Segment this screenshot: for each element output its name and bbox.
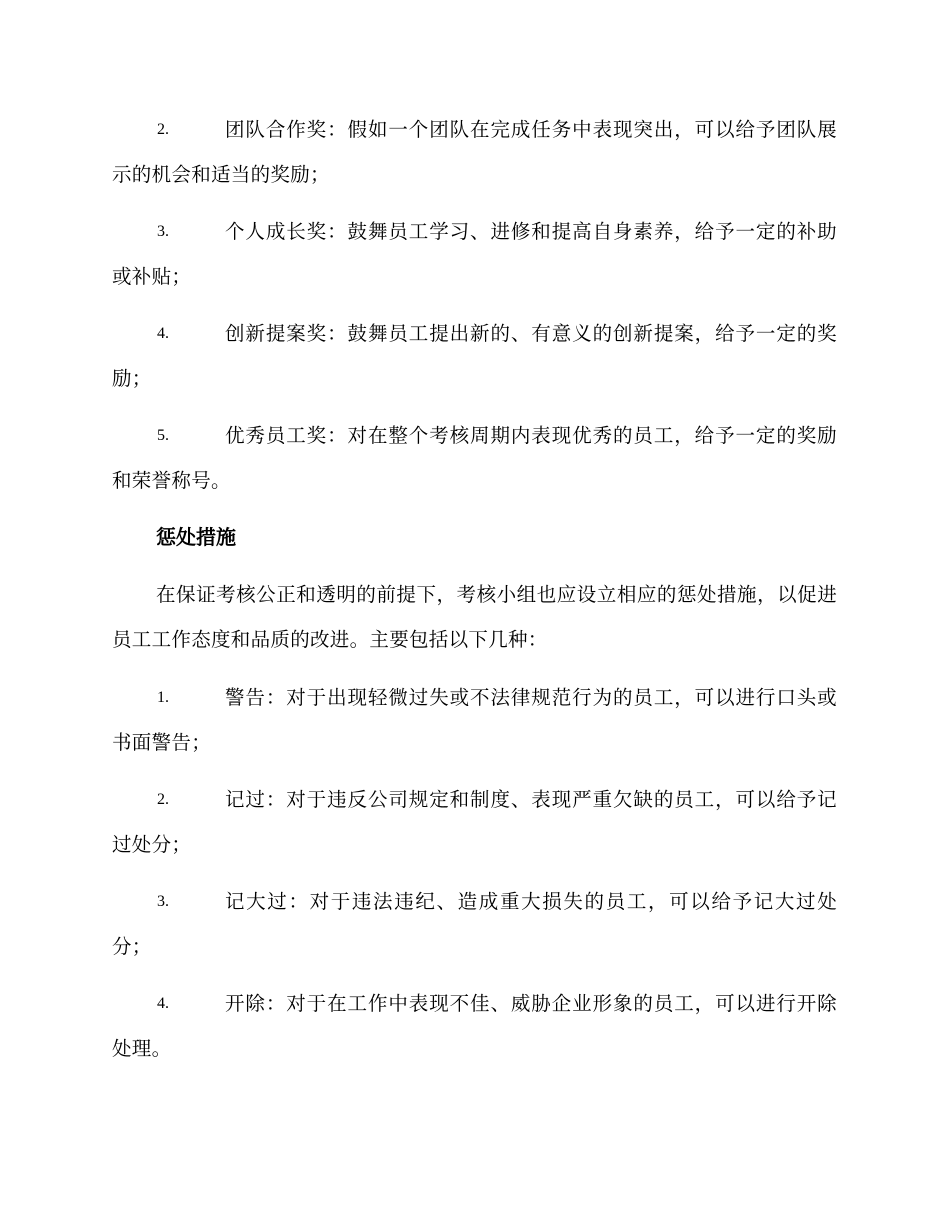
list-item xyxy=(112,777,837,867)
list-item xyxy=(112,675,837,765)
list-item-text: 警告：对于出现轻微过失或不法律规范行为的员工，可以进行口头或书面警告； xyxy=(112,686,837,754)
list-item xyxy=(112,311,837,401)
list-item-text: 开除：对于在工作中表现不佳、威胁企业形象的员工，可以进行开除处理。 xyxy=(112,992,837,1060)
list-item-text: 记过：对于违反公司规定和制度、表现严重欠缺的员工，可以给予记过处分； xyxy=(112,788,837,856)
list-number: 3. xyxy=(157,223,169,240)
list-number: 4. xyxy=(157,325,169,342)
list-item-text: 记大过：对于违法违纪、造成重大损失的员工，可以给予记大过处分； xyxy=(112,890,837,958)
section-heading: 惩处措施 xyxy=(156,525,236,549)
list-item-text: 创新提案奖：鼓舞员工提出新的、有意义的创新提案，给予一定的奖励； xyxy=(112,322,837,390)
list-number: 5. xyxy=(157,427,169,444)
list-number: 2. xyxy=(157,121,169,138)
list-item-text: 团队合作奖：假如一个团队在完成任务中表现突出，可以给予团队展示的机会和适当的奖励； xyxy=(112,118,837,186)
list-number: 2. xyxy=(157,791,169,808)
list-item xyxy=(112,981,837,1071)
list-number: 4. xyxy=(157,995,169,1012)
list-item-text: 个人成长奖：鼓舞员工学习、进修和提高自身素养，给予一定的补助或补贴； xyxy=(112,220,837,288)
list-item xyxy=(112,413,837,503)
list-item xyxy=(112,209,837,299)
list-item-text: 优秀员工奖：对在整个考核周期内表现优秀的员工，给予一定的奖励和荣誉称号。 xyxy=(112,424,837,492)
list-item xyxy=(112,107,837,197)
intro-paragraph: 在保证考核公正和透明的前提下，考核小组也应设立相应的惩处措施，以促进员工工作态度和品质的改进。主要包括以下几种： xyxy=(112,583,837,651)
list-item xyxy=(112,879,837,969)
list-number: 3. xyxy=(157,893,169,910)
list-number: 1. xyxy=(157,689,169,706)
